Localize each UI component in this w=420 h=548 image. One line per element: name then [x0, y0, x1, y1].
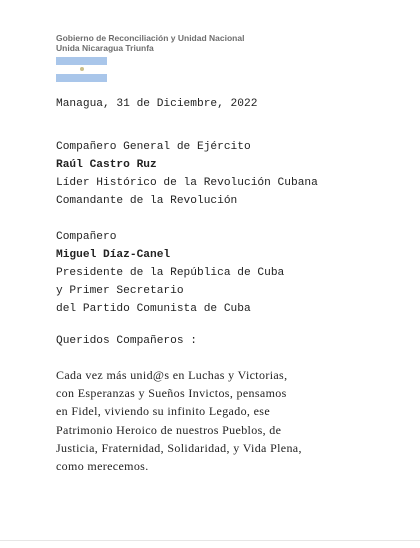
body-line: Patrimonio Heroico de nuestros Pueblos, de — [56, 422, 282, 437]
recipient2-role: Presidente de la República de Cuba — [56, 267, 285, 279]
body-line: Justicia, Fraternidad, Solidaridad, y Vida Plena, — [56, 440, 302, 455]
recipient1-role: Comandante de la Revolución — [56, 195, 238, 207]
date-line: Managua, 31 de Diciembre, 2022 — [56, 98, 258, 110]
salutation: Queridos Compañeros : — [56, 335, 197, 347]
recipient1-title: Compañero General de Ejército — [56, 141, 251, 153]
recipient1-name: Raúl Castro Ruz — [56, 159, 157, 171]
body-paragraph — [56, 366, 366, 475]
page-divider — [0, 540, 420, 541]
org-name: Gobierno de Reconciliación y Unidad Nacional — [56, 33, 245, 43]
nicaragua-flag-icon — [56, 57, 107, 82]
body-line: en Fidel, viviendo su infinito Legado, ese — [56, 404, 270, 419]
body-line: como merecemos. — [56, 459, 149, 474]
recipient2-name: Miguel Díaz-Canel — [56, 249, 171, 261]
letterhead — [56, 33, 244, 53]
recipient2-role: y Primer Secretario — [56, 285, 184, 297]
body-line: con Esperanzas y Sueños Invictos, pensamos — [56, 386, 287, 401]
org-slogan: Unida Nicaragua Triunfa — [56, 43, 154, 53]
body-line: Cada vez más unid@s en Luchas y Victorias, — [56, 368, 288, 382]
recipient2-role: del Partido Comunista de Cuba — [56, 303, 251, 315]
recipient1-role: Líder Histórico de la Revolución Cubana — [56, 177, 318, 189]
recipient2-title: Compañero — [56, 231, 117, 243]
